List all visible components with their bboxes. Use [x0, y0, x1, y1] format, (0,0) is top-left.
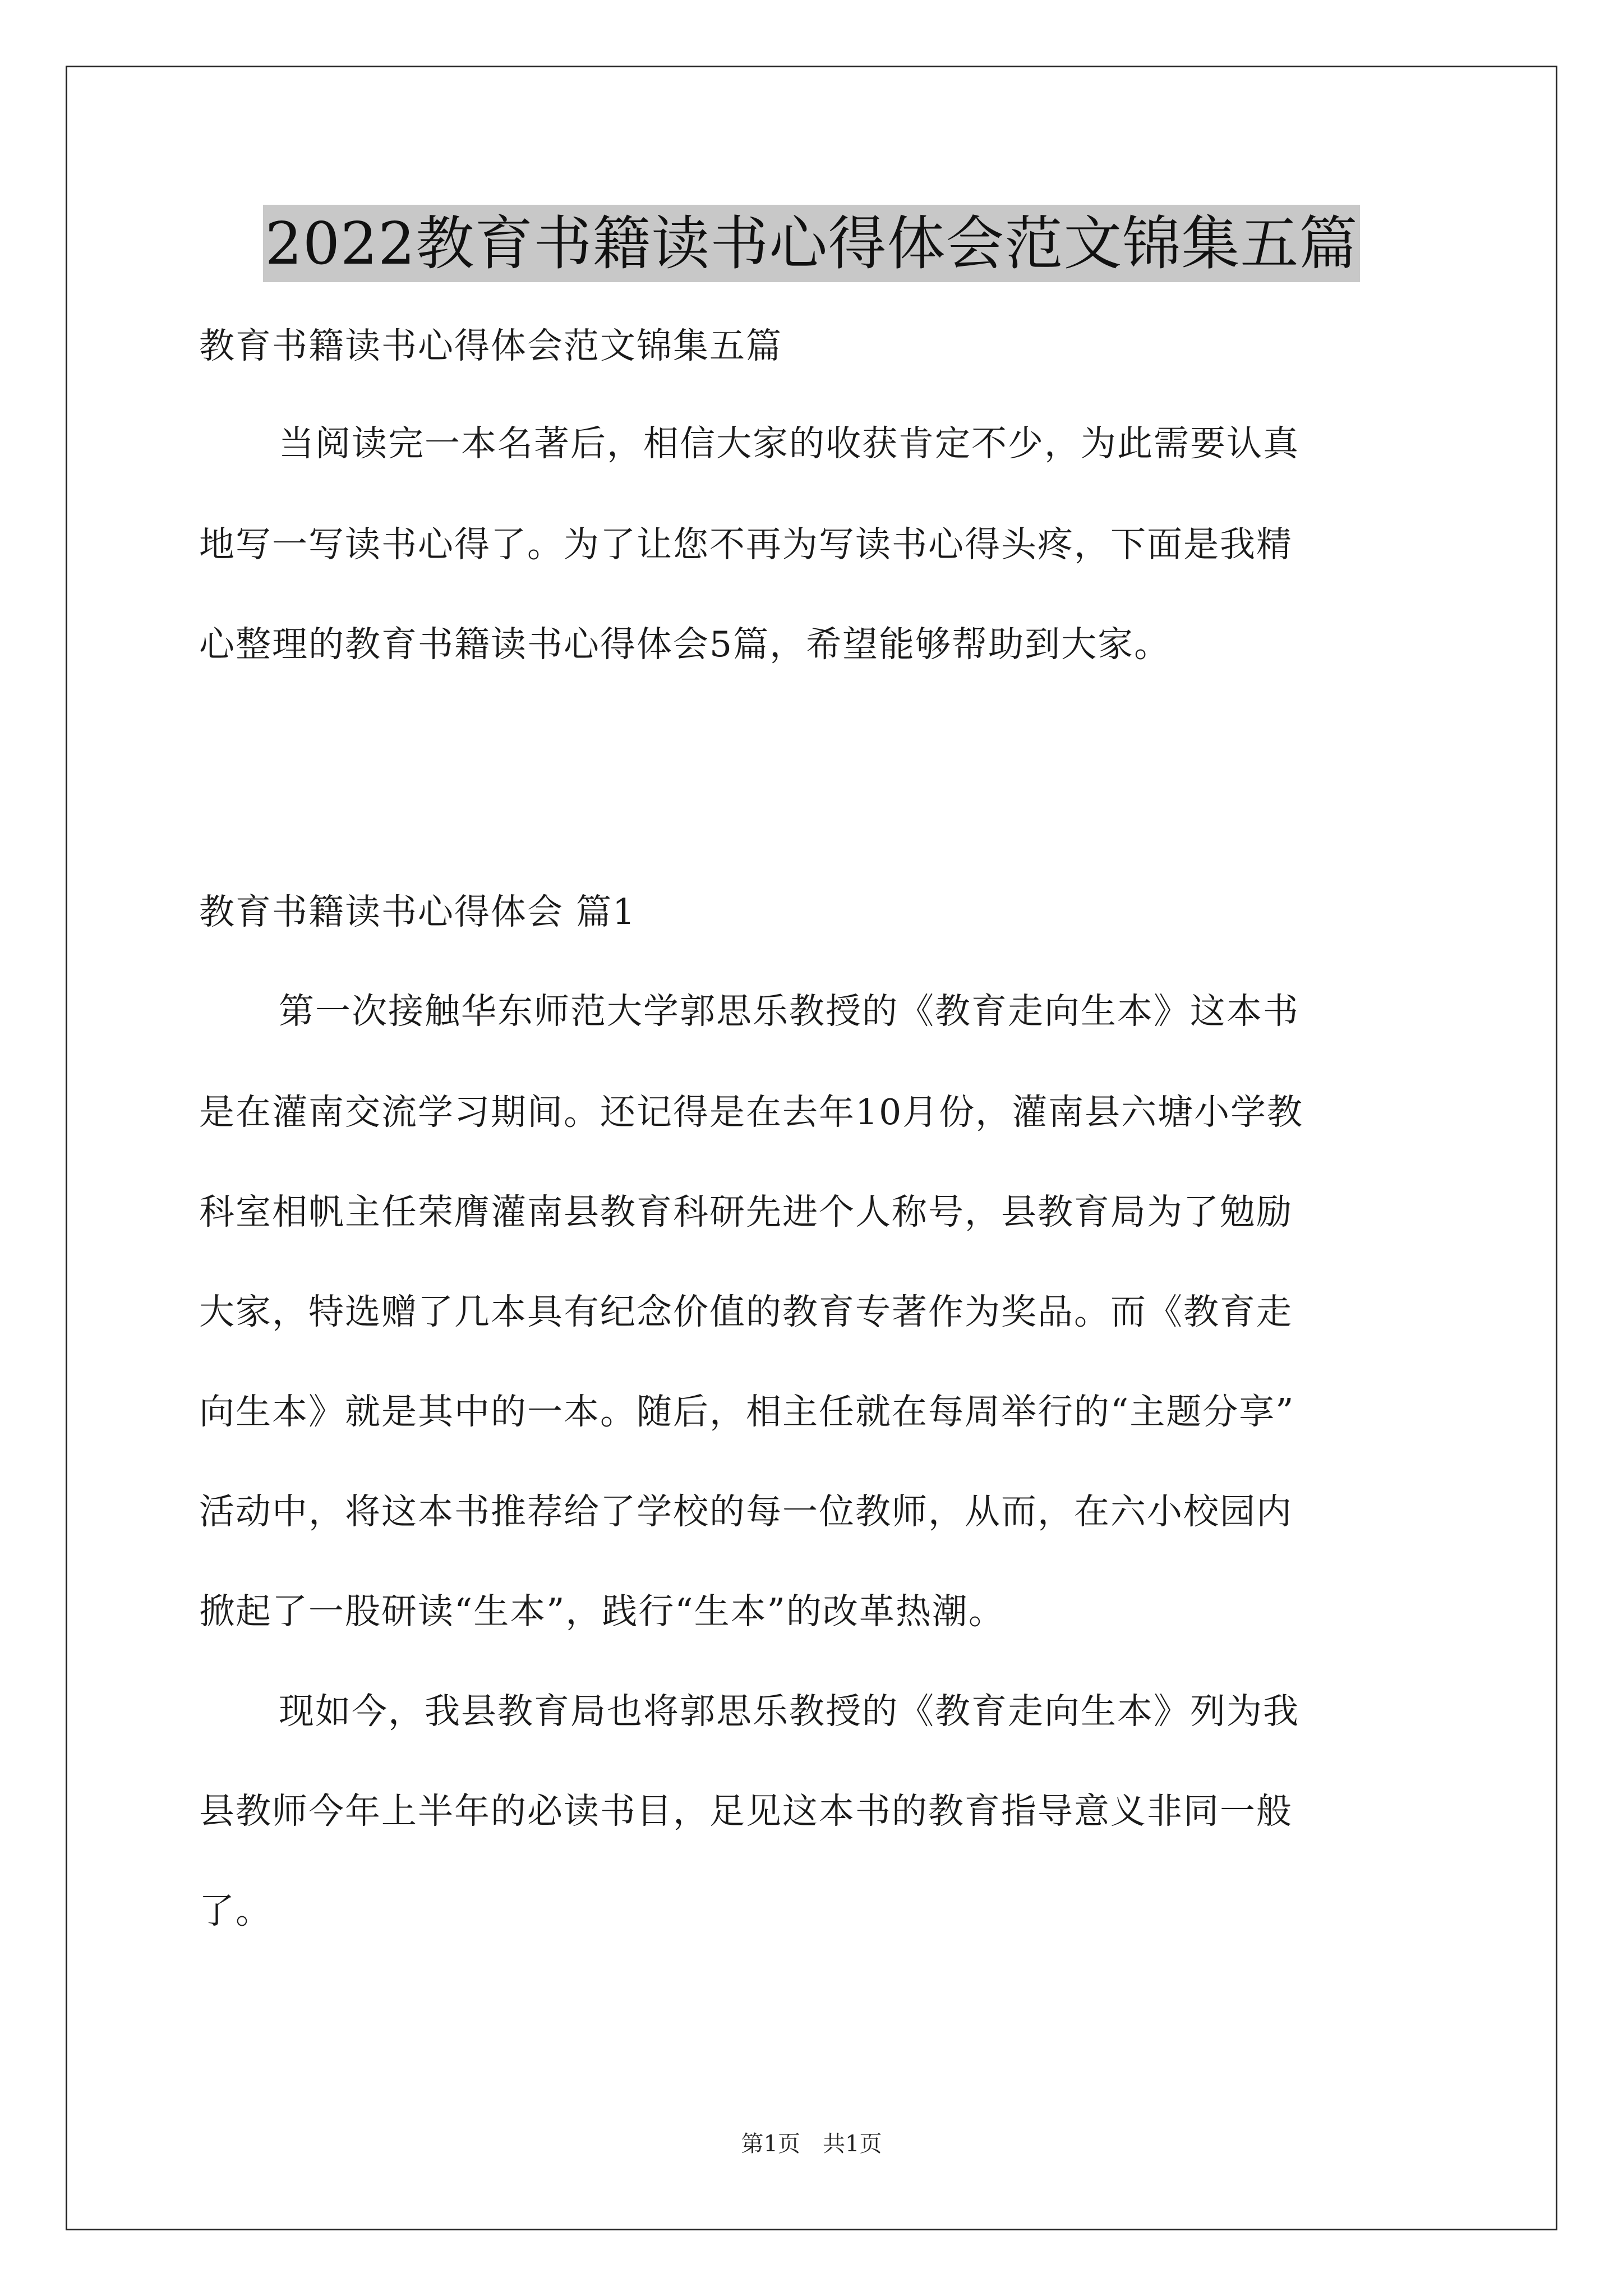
section-heading: 教育书籍读书心得体会 篇1 — [199, 891, 637, 932]
document-title: 2022教育书籍读书心得体会范文锦集五篇 — [263, 205, 1361, 282]
paragraph-line: 现如今，我县教育局也将郭思乐教授的《教育走向生本》列为我 — [279, 1691, 1299, 1732]
paragraph-line: 科室相帆主任荣膺灌南县教育科研先进个人称号，县教育局为了勉励 — [199, 1191, 1293, 1232]
paragraph-line: 第一次接触华东师范大学郭思乐教授的《教育走向生本》这本书 — [279, 991, 1299, 1032]
title-container — [0, 205, 1623, 282]
paragraph-line: 向生本》就是其中的一本。随后，相主任就在每周举行的“主题分享” — [199, 1391, 1295, 1432]
paragraph-line: 县教师今年上半年的必读书目，足见这本书的教育指导意义非同一般 — [199, 1791, 1293, 1832]
paragraph-line: 掀起了一股研读“生本”，践行“生本”的改革热潮。 — [199, 1591, 1005, 1632]
intro-line: 地写一写读书心得了。为了让您不再为写读书心得头疼，下面是我精 — [199, 524, 1293, 565]
paragraph-line: 了。 — [199, 1890, 272, 1931]
paragraph-line: 大家，特选赠了几本具有纪念价值的教育专著作为奖品。而《教育走 — [199, 1291, 1293, 1332]
page-footer: 第1页 共1页 — [741, 2131, 882, 2157]
intro-line: 当阅读完一本名著后，相信大家的收获肯定不少，为此需要认真 — [279, 423, 1299, 464]
paragraph-line: 是在灌南交流学习期间。还记得是在去年10月份，灌南县六塘小学教 — [199, 1092, 1304, 1133]
intro-line: 心整理的教育书籍读书心得体会5篇，希望能够帮助到大家。 — [199, 624, 1171, 665]
paragraph-line: 活动中，将这本书推荐给了学校的每一位教师，从而，在六小校园内 — [199, 1491, 1293, 1532]
document-subtitle: 教育书籍读书心得体会范文锦集五篇 — [199, 325, 782, 366]
page-border — [66, 66, 1557, 2230]
